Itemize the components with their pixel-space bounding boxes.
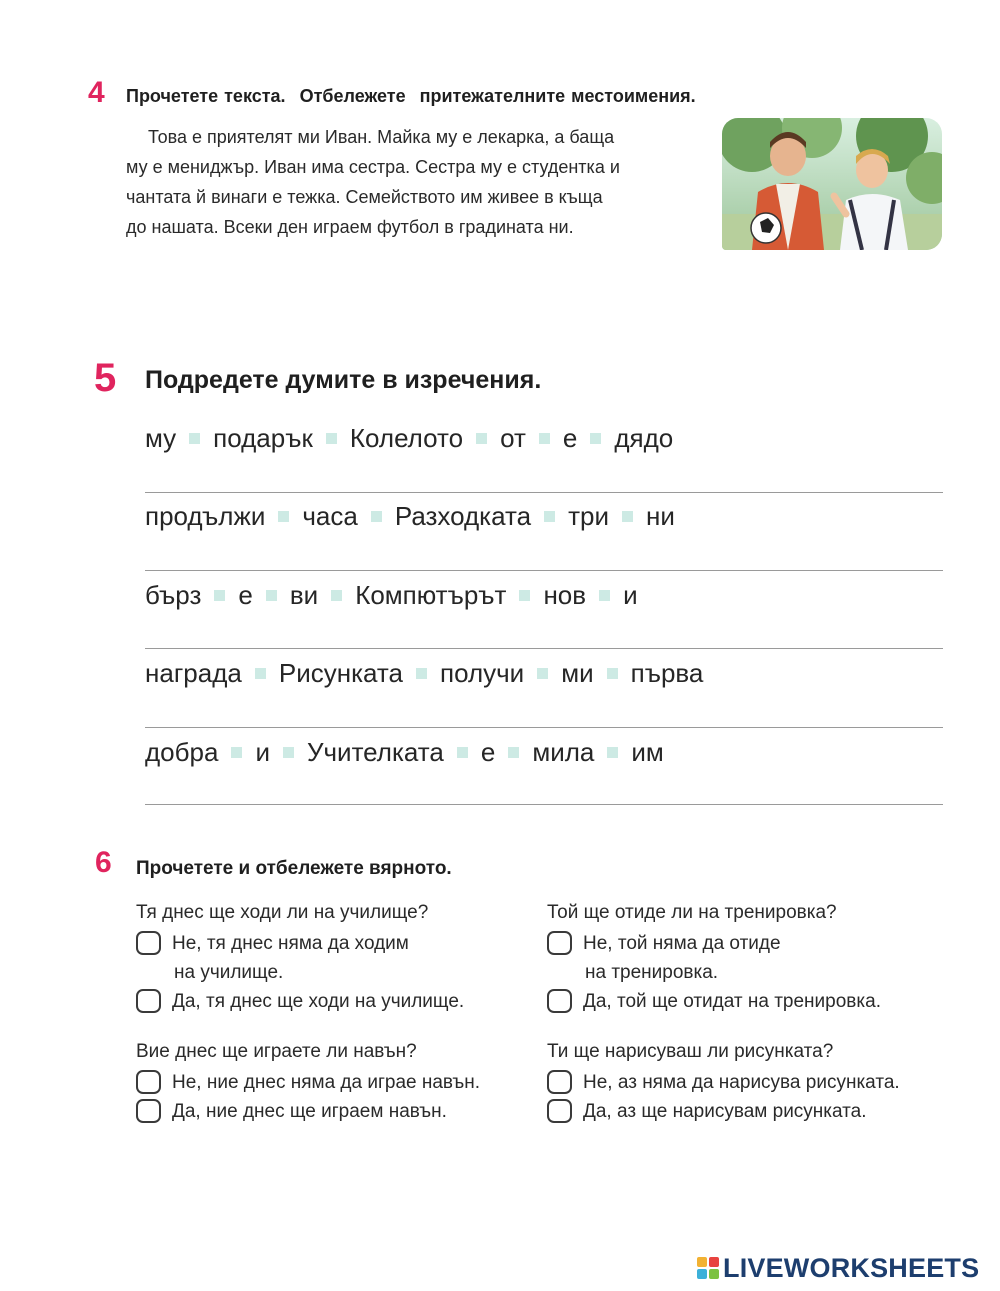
option-2b[interactable] — [547, 987, 881, 1016]
word-chip: Колелото — [349, 423, 464, 453]
separator-square — [537, 668, 548, 679]
logo-tile — [709, 1257, 719, 1267]
word-chip: и — [623, 580, 638, 610]
option-text: Не, аз няма да нарисува рисунката. — [583, 1072, 900, 1093]
passage-line[interactable]: до нашата. Всеки ден играем футбол в градината ни. — [126, 217, 574, 237]
option-4a[interactable] — [547, 1068, 900, 1097]
checkbox[interactable] — [547, 931, 572, 955]
answer-line-4[interactable] — [145, 727, 943, 728]
question-2 — [547, 902, 881, 1016]
word-chip: Рисунката — [278, 658, 403, 688]
exercise-6-number: 6 — [95, 846, 112, 879]
boys-with-football-photo — [722, 118, 942, 250]
option-1a[interactable] — [136, 929, 464, 987]
option-text: Да, тя днес ще ходи на училище. — [172, 991, 465, 1012]
word-chip: им — [631, 737, 664, 767]
exercise-4-number: 4 — [88, 76, 105, 109]
answer-line-2[interactable] — [145, 570, 943, 571]
option-3a[interactable] — [136, 1068, 480, 1097]
checkbox[interactable] — [136, 989, 161, 1013]
word-chip: му — [145, 423, 177, 453]
passage-line[interactable]: Това е приятелят ми Иван. Майка му е лекарка, а баща — [148, 127, 615, 147]
separator-square — [539, 433, 550, 444]
word-chip: ви — [289, 580, 319, 610]
word-row-2 — [145, 501, 675, 532]
option-4b[interactable] — [547, 1097, 900, 1126]
exercise-4-heading-part3: притежателните местоимения. — [419, 86, 696, 106]
question-1 — [136, 902, 464, 1016]
separator-square — [519, 590, 530, 601]
word-chip: ми — [561, 658, 594, 688]
answer-line-5[interactable] — [145, 804, 943, 805]
option-2a[interactable] — [547, 929, 881, 987]
separator-square — [255, 668, 266, 679]
separator-square — [416, 668, 427, 679]
exercise-6-heading: Прочетете и отбележете вярното. — [136, 858, 452, 879]
word-chip: Учителката — [306, 737, 444, 767]
word-chip: Разходката — [394, 501, 532, 531]
checkbox[interactable] — [547, 1099, 572, 1123]
separator-square — [599, 590, 610, 601]
separator-square — [607, 668, 618, 679]
separator-square — [278, 511, 289, 522]
separator-square — [476, 433, 487, 444]
option-text: Не, той няма да отиде — [583, 933, 781, 954]
exercise-5-number: 5 — [94, 356, 117, 400]
word-chip: три — [568, 501, 609, 531]
option-3b[interactable] — [136, 1097, 480, 1126]
question-text: Той ще отиде ли на тренировка? — [547, 902, 837, 923]
separator-square — [371, 511, 382, 522]
separator-square — [214, 590, 225, 601]
option-text: Не, ние днес няма да играе навън. — [172, 1072, 481, 1093]
liveworksheets-brand[interactable] — [697, 1253, 979, 1283]
word-chip: часа — [302, 501, 358, 531]
option-1b[interactable] — [136, 987, 464, 1016]
logo-tile — [697, 1257, 707, 1267]
separator-square — [607, 747, 618, 758]
exercise-4-heading-part1: Прочетете текста. — [126, 86, 286, 106]
passage-line[interactable]: му е мениджър. Иван има сестра. Сестра му е студентка и — [126, 157, 620, 177]
word-chip: Компютърът — [355, 580, 507, 610]
option-text: Не, тя днес няма да ходим — [172, 933, 409, 954]
separator-square — [622, 511, 633, 522]
word-chip: е — [238, 580, 253, 610]
word-chip: от — [500, 423, 526, 453]
separator-square — [590, 433, 601, 444]
answer-line-3[interactable] — [145, 648, 943, 649]
separator-square — [189, 433, 200, 444]
word-chip: награда — [145, 658, 242, 688]
word-chip: първа — [630, 658, 704, 688]
word-chip: е — [562, 423, 578, 453]
question-text: Вие днес ще играете ли навън? — [136, 1041, 417, 1062]
word-chip: бърз — [145, 580, 202, 610]
logo-tile — [697, 1269, 707, 1279]
option-text: Да, аз ще нарисувам рисунката. — [583, 1101, 867, 1122]
checkbox[interactable] — [547, 1070, 572, 1094]
word-chip: нов — [543, 580, 587, 610]
answer-line-1[interactable] — [145, 492, 943, 493]
checkbox[interactable] — [547, 989, 572, 1013]
separator-square — [283, 747, 294, 758]
word-chip: ни — [646, 501, 675, 531]
word-chip: продължи — [145, 501, 266, 531]
question-text: Ти ще нарисуваш ли рисунката? — [547, 1041, 834, 1062]
checkbox[interactable] — [136, 931, 161, 955]
word-chip: дядо — [614, 423, 674, 453]
word-chip: получи — [440, 658, 525, 688]
separator-square — [457, 747, 468, 758]
separator-square — [331, 590, 342, 601]
word-chip: и — [255, 737, 270, 767]
exercise-4-heading-part2: Отбележете — [299, 86, 406, 106]
word-row-3 — [145, 580, 638, 611]
separator-square — [326, 433, 337, 444]
option-text-continued: на тренировка. — [585, 962, 719, 983]
separator-square — [266, 590, 277, 601]
separator-square — [508, 747, 519, 758]
word-row-4 — [145, 658, 703, 689]
question-text: Тя днес ще ходи ли на училище? — [136, 902, 429, 923]
passage-line[interactable]: чантата й винаги е тежка. Семейството им живее в къща — [126, 187, 603, 207]
option-text: Да, ние днес ще играем навън. — [172, 1101, 447, 1122]
word-chip: добра — [145, 737, 219, 767]
word-row-5 — [145, 737, 664, 768]
word-row-1 — [145, 423, 673, 454]
question-4 — [547, 1041, 900, 1126]
exercise-4-passage — [126, 122, 718, 242]
question-3 — [136, 1041, 480, 1126]
word-chip: подарък — [213, 423, 313, 453]
exercise-4-heading — [126, 86, 696, 107]
option-text: Да, той ще отидат на тренировка. — [583, 991, 881, 1012]
exercise-5-heading: Подредете думите в изречения. — [145, 366, 542, 394]
logo-tile — [709, 1269, 719, 1279]
separator-square — [231, 747, 242, 758]
word-chip: е — [480, 737, 496, 767]
word-chip: мила — [532, 737, 595, 767]
separator-square — [544, 511, 555, 522]
liveworksheets-logo-icon — [697, 1257, 719, 1279]
option-text-continued: на училище. — [174, 962, 284, 983]
checkbox[interactable] — [136, 1099, 161, 1123]
brand-name: LIVEWORKSHEETS — [723, 1252, 980, 1283]
checkbox[interactable] — [136, 1070, 161, 1094]
